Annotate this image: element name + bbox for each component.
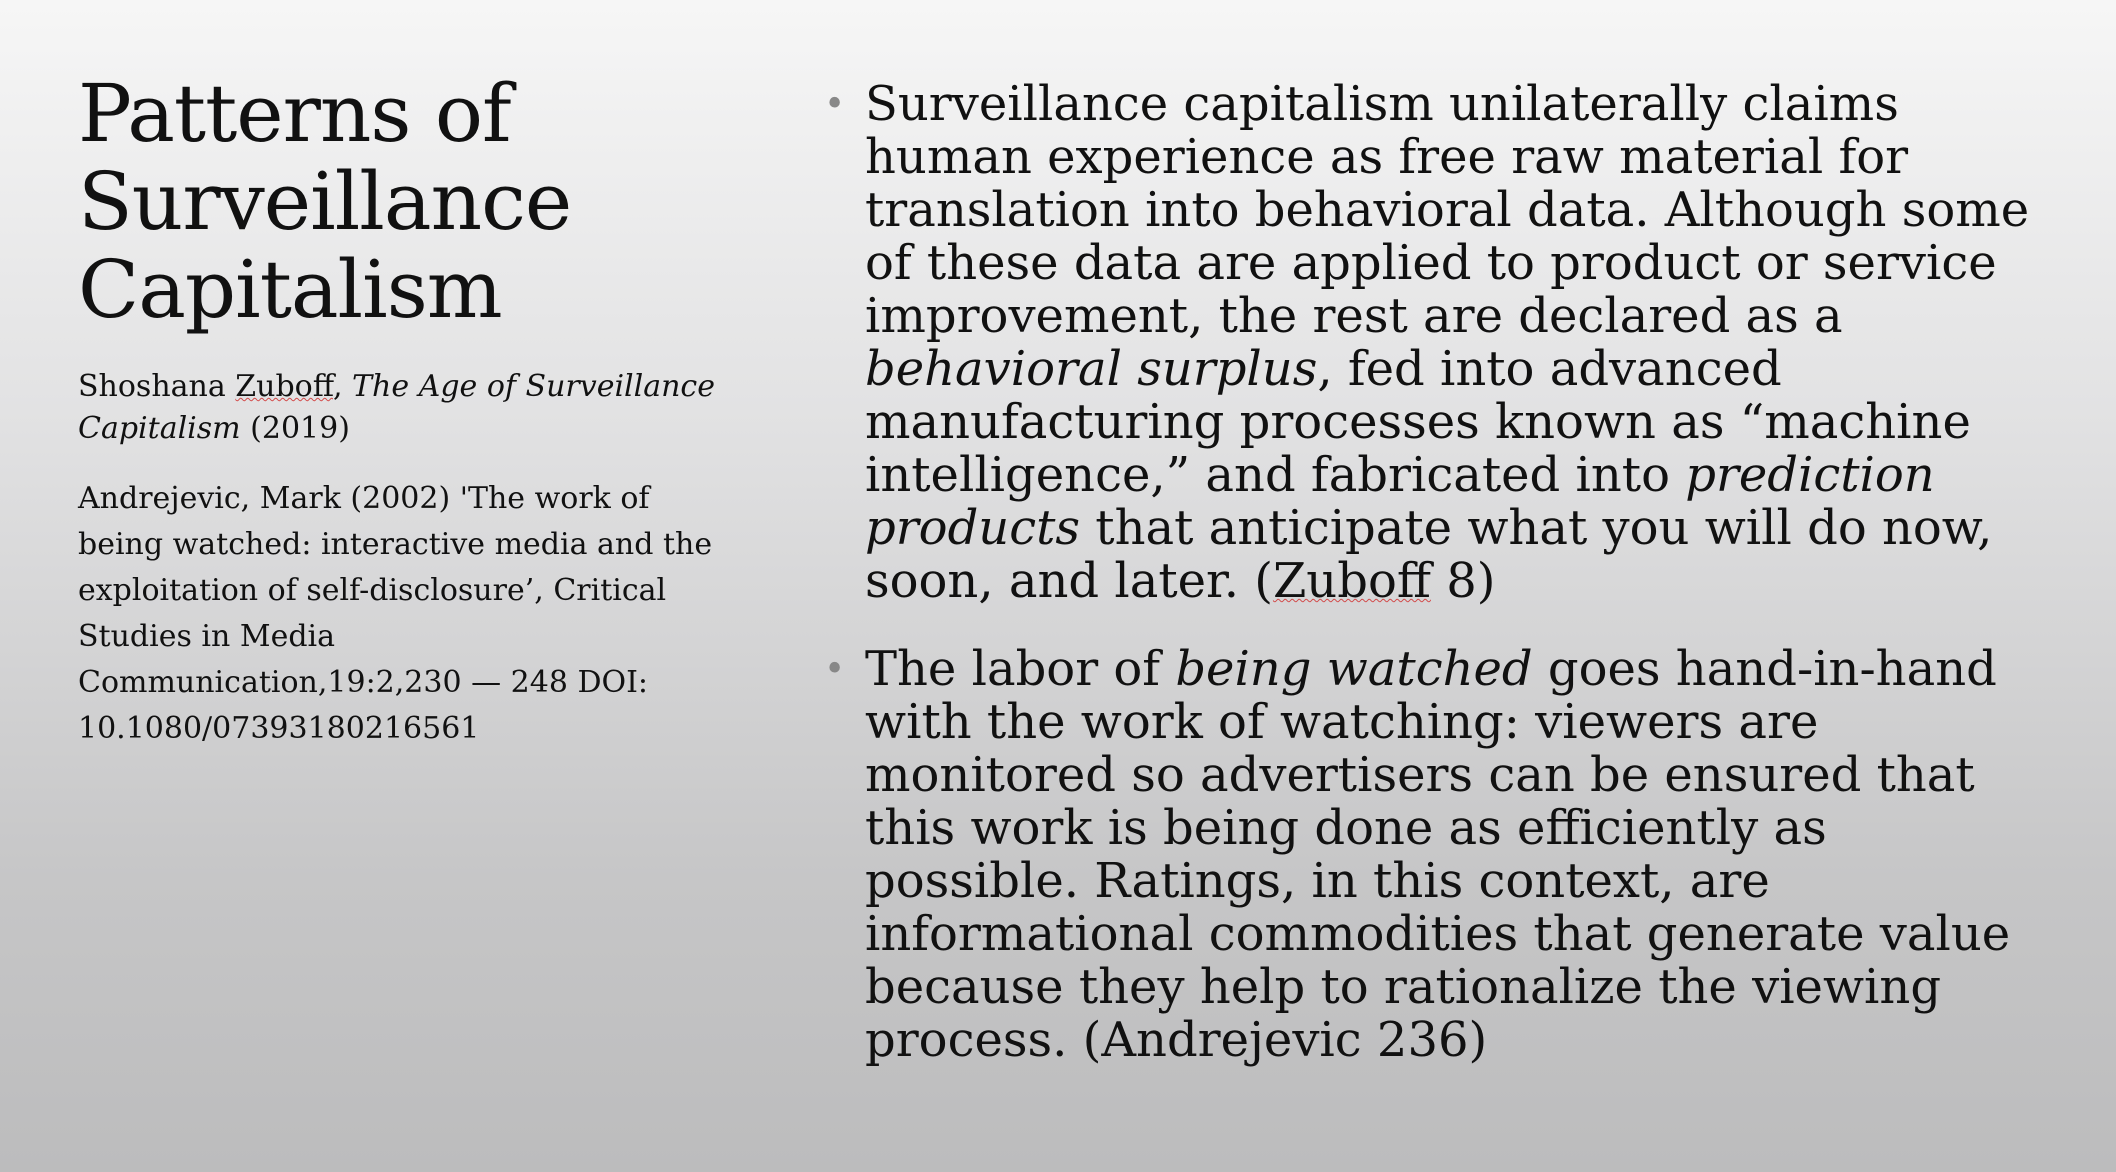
citation-zuboff-year: (2019): [240, 411, 350, 446]
right-column: [820, 78, 2040, 1102]
bullet-2-italic-1: being watched: [1175, 641, 1533, 697]
citation-zuboff: [78, 366, 718, 450]
title-line-1: Patterns of: [78, 67, 511, 160]
bullet-1-cite-name: Zuboff: [1272, 553, 1431, 609]
bullet-item-zuboff-quote: [820, 78, 2040, 608]
title-line-3: Capitalism: [78, 243, 502, 336]
slide-title: [78, 67, 718, 336]
bullet-1-text-3: that anticipate what you will do now, soon, and later. (: [865, 500, 1993, 609]
bullet-2-text-2: goes hand-in-hand with the work of watching: viewers are monitored so advertisers can be ensured that this work is being done as efficiently as possible. Ratings, in this context, are informational commodities that generate value because they help to rationalize the viewing process. (Andrejevic 236): [865, 641, 2011, 1068]
bullet-1-text-2: , fed into advanced manufacturing processes known as “machine intelligence,” and fabricated into: [865, 341, 1971, 503]
title-line-2: Surveillance: [78, 155, 572, 248]
bullet-dot-icon: •: [824, 649, 846, 690]
citation-zuboff-author-first: Shoshana: [78, 369, 236, 404]
citation-andrejevic: Andrejevic, Mark (2002) 'The work of being watched: interactive media and the exploitation of self-disclosure’, Critical Studies in Media Communication,19:2,230 — 248 DOI: 10.1080/07393180216561: [78, 481, 713, 746]
left-column: [78, 67, 718, 752]
bullet-dot-icon: •: [824, 84, 846, 125]
bullet-item-andrejevic-quote: [820, 643, 2040, 1067]
citation-zuboff-sep: ,: [332, 369, 353, 404]
bullet-1-text-4: 8): [1430, 553, 1496, 609]
bullet-1-italic-2: prediction products: [865, 447, 1935, 556]
bullet-2-text-1: The labor of: [865, 641, 1176, 697]
bullet-1-text-1: Surveillance capitalism unilaterally claims human experience as free raw material for translation into behavioral data. Although some of these data are applied to product or service improvement, the rest are declared as a: [865, 76, 2030, 344]
citation-zuboff-book-title: The Age of Surveillance Capitalism: [78, 369, 715, 446]
bullet-1-italic-1: behavioral surplus: [865, 341, 1318, 397]
citation-zuboff-author-last: Zuboff: [235, 369, 333, 404]
